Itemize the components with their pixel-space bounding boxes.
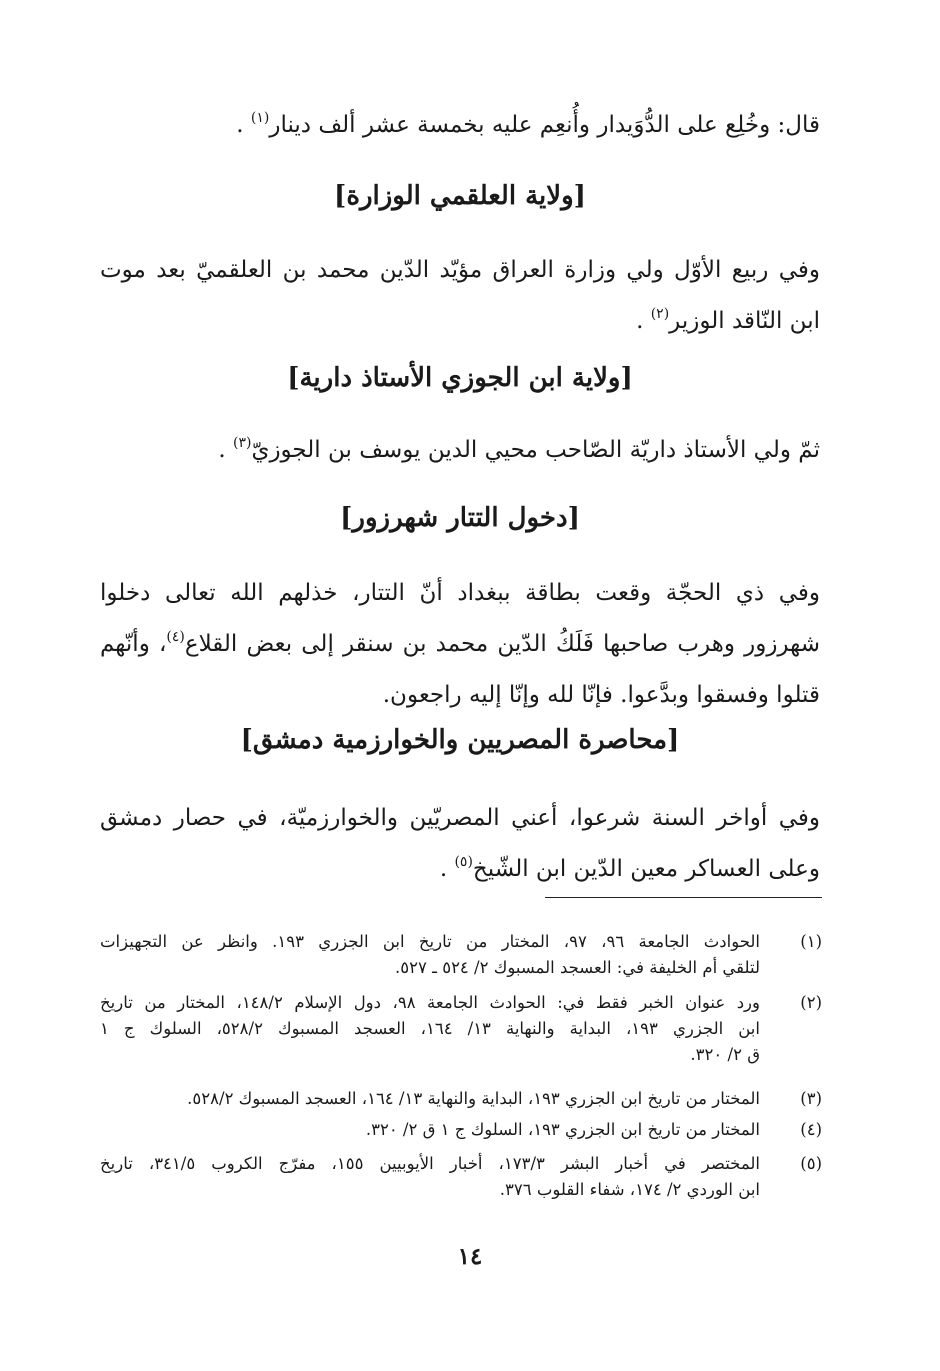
footnote-line: المختار من تاريخ ابن الجزري ١٩٣، السلوك ج ١ ق ٢/ ٣٢٠. bbox=[365, 1120, 760, 1139]
footnote-line: المختار من تاريخ ابن الجزري ١٩٣، البداية والنهاية ١٣/ ١٦٤، العسجد المسبوك ٥٢٨/٢. bbox=[187, 1089, 760, 1108]
footnote-number: (٢) bbox=[800, 993, 822, 1012]
footnote-5 bbox=[100, 1151, 822, 1203]
section-heading: [دخول التتار شهرزور] bbox=[340, 503, 580, 533]
paragraph-1 bbox=[100, 100, 820, 151]
footnote-number: (١) bbox=[800, 932, 822, 951]
footnote-line: ابن الوردي ٢/ ١٧٤، شفاء القلوب ٣٧٦. bbox=[499, 1180, 760, 1199]
section-heading: [محاصرة المصريين والخوارزمية دمشق] bbox=[240, 725, 680, 755]
footnote-line: المختصر في أخبار البشر ١٧٣/٣، أخبار الأيوبيين ١٥٥، مفرّج الكروب ٣٤١/٥، تاريخ bbox=[100, 1154, 760, 1173]
footnote-ref: (٣) bbox=[232, 435, 252, 451]
footnote-ref: (٤) bbox=[166, 629, 185, 645]
paragraph-line: وفي أواخر السنة شرعوا، أعني المصريّين والخوارزميّة، في حصار دمشق bbox=[100, 805, 820, 831]
footnote-number: (٣) bbox=[800, 1089, 822, 1108]
footnote-1 bbox=[100, 929, 822, 981]
footnote-line: ورد عنوان الخبر فقط في: الحوادث الجامعة ٩٨، دول الإسلام ١٤٨/٢، المختار من تاريخ bbox=[100, 993, 760, 1012]
paragraph-line: وفي ذي الحجّة وقعت بطاقة ببغداد أنّ التتار، خذلهم الله تعالى دخلوا bbox=[100, 580, 820, 606]
paragraph-line: قال: وخُلِع على الدُّوَيدار وأُنعِم عليه بخمسة عشر ألف دينار$^{(١)}$ . bbox=[236, 110, 820, 138]
paragraph-line: قتلوا وفسقوا وبدَّعوا. فإنّا لله وإنّا إليه راجعون. bbox=[382, 682, 820, 708]
footnote-line: لتلقي أم الخليفة في: العسجد المسبوك ٢/ ٥٢٤ ـ ٥٢٧. bbox=[395, 958, 760, 977]
footnote-2 bbox=[100, 990, 822, 1068]
paragraph-line: شهرزور وهرب صاحبها فَلَكُ الدّين محمد بن سنقر إلى بعض القلاع$^{(٤)}$، وأنّهم bbox=[100, 629, 820, 657]
footnote-ref: (٥) bbox=[454, 854, 473, 870]
footnote-ref: (١) bbox=[250, 110, 270, 126]
page-number: ١٤ bbox=[457, 1243, 483, 1270]
section-heading: [ولاية العلقمي الوزارة] bbox=[334, 181, 586, 211]
paragraph-line: وفي ربيع الأوّل ولي وزارة العراق مؤيّد الدّين محمد بن العلقميّ بعد موت bbox=[100, 257, 820, 283]
paragraph-line: ثمّ ولي الأستاذ داريّة الصّاحب محيي الدين يوسف بن الجوزيّ$^{(٣)}$ . bbox=[218, 435, 820, 463]
footnote-separator bbox=[545, 897, 822, 898]
paragraph-2 bbox=[100, 245, 820, 347]
footnote-4 bbox=[100, 1117, 822, 1143]
paragraph-5 bbox=[100, 793, 820, 895]
paragraph-4 bbox=[100, 568, 820, 721]
paragraph-line: وعلى العساكر معين الدّين ابن الشّيخ$^{(٥)}$ . bbox=[439, 854, 820, 882]
footnote-ref: (٢) bbox=[650, 306, 670, 322]
footnote-number: (٤) bbox=[800, 1120, 822, 1139]
footnote-line: الحوادث الجامعة ٩٦، ٩٧، المختار من تاريخ ابن الجزري ١٩٣. وانظر عن التجهيزات bbox=[100, 932, 760, 951]
paragraph-3 bbox=[100, 425, 820, 476]
footnote-line: ق ٢/ ٣٢٠. bbox=[690, 1045, 760, 1064]
section-heading: [ولاية ابن الجوزي الأستاذ دارية] bbox=[287, 363, 633, 393]
footnote-number: (٥) bbox=[800, 1154, 822, 1173]
footnote-line: ابن الجزري ١٩٣، البداية والنهاية ١٣/ ١٦٤، العسجد المسبوك ٥٢٨/٢، السلوك ج ١ bbox=[100, 1019, 760, 1038]
paragraph-line: ابن النّاقد الوزير$^{(٢)}$ . bbox=[636, 306, 820, 334]
footnote-3 bbox=[100, 1086, 822, 1112]
